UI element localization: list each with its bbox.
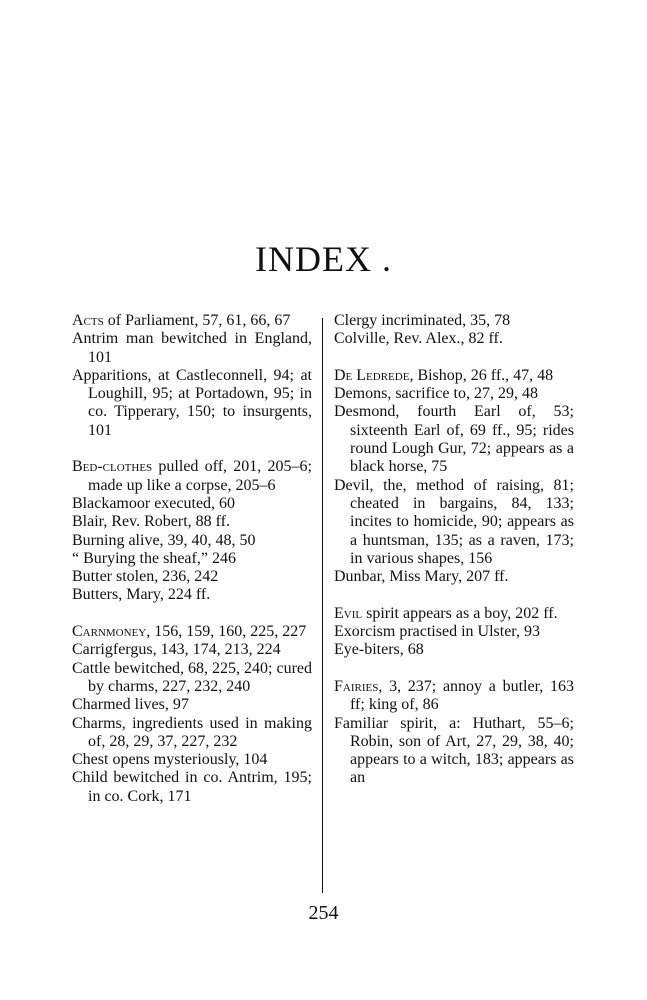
index-entry xyxy=(334,312,574,330)
index-entry-lead: Carnmoney xyxy=(72,623,147,641)
index-entry xyxy=(72,696,312,714)
index-entry-text: Eye-biters, 68 xyxy=(334,641,424,659)
index-entry xyxy=(72,513,312,531)
index-column-right xyxy=(334,312,574,788)
index-entry-text: Butters, Mary, 224 ff. xyxy=(72,586,211,604)
index-entry-text: Exorcism practised in Ulster, 93 xyxy=(334,623,540,641)
index-entry-text: Carrigfergus, 143, 174, 213, 224 xyxy=(72,641,281,659)
index-entry-text: Familiar spirit, a: Huthart, 55–6; Robin, son of Art, 27, 29, 38, 40; appears to a witch, 183; appears as an xyxy=(334,714,574,787)
index-entry xyxy=(334,678,574,715)
index-entry-text: Blackamoor executed, 60 xyxy=(72,494,236,512)
index-entry-text: spirit appears as a boy, 202 ff. xyxy=(362,604,558,622)
index-entry-text: Dunbar, Miss Mary, 207 ff. xyxy=(334,568,509,586)
index-entry-text: , 156, 159, 160, 225, 227 xyxy=(146,623,307,641)
index-entry-text: Colville, Rev. Alex., 82 ff. xyxy=(334,330,503,348)
index-entry xyxy=(72,312,312,330)
index-entry xyxy=(72,623,312,641)
index-entry-text: pulled off, 201, 205–6; made up like a corpse, 205–6 xyxy=(88,458,312,494)
index-entry xyxy=(72,751,312,769)
index-entry xyxy=(334,715,574,788)
index-entry xyxy=(334,641,574,659)
index-entry-lead: De Ledrede xyxy=(334,366,410,384)
index-entry xyxy=(72,367,312,440)
index-entry-text: of Parliament, 57, 61, 66, 67 xyxy=(103,312,291,329)
index-entry-text: Apparitions, at Castleconnell, 94; at Loughill, 95; at Portadown, 95; in co. Tipperary, 150; to insurgents, 101 xyxy=(72,366,312,439)
index-entry xyxy=(334,330,574,348)
index-entry-text: , Bishop, 26 ff., 47, 48 xyxy=(409,366,554,384)
index-entry-text: Chest opens mysteriously, 104 xyxy=(72,751,268,769)
index-entry-text: , 3, 237; annoy a butler, 163 ff; king of, 86 xyxy=(350,677,574,714)
index-entry xyxy=(72,586,312,604)
index-column-left xyxy=(72,312,312,806)
index-entry-text: Antrim man bewitched in England, 101 xyxy=(72,330,312,366)
index-entry-text: Blair, Rev. Robert, 88 ff. xyxy=(72,513,230,531)
index-entry-text: “ Burying the sheaf,” 246 xyxy=(72,549,236,567)
index-entry xyxy=(334,403,574,476)
index-entry xyxy=(334,623,574,641)
index-entry xyxy=(72,568,312,586)
page-number: 254 xyxy=(308,902,339,924)
index-entry xyxy=(72,458,312,495)
index-entry xyxy=(72,550,312,568)
index-entry-text: Charms, ingredients used in making of, 28, 29, 37, 227, 232 xyxy=(72,714,312,750)
index-entry-text: Child bewitched in co. Antrim, 195; in co. Cork, 171 xyxy=(72,769,312,805)
index-entry-text: Cattle bewitched, 68, 225, 240; cured by charms, 227, 232, 240 xyxy=(72,659,312,695)
index-entry-lead: Evil xyxy=(334,604,363,622)
index-entry-text: Desmond, fourth Earl of, 53; sixteenth Earl of, 69 ff., 95; rides round Lough Gur, 72; appears as a black horse, 75 xyxy=(334,403,574,476)
index-entry-text: Clergy incriminated, 35, 78 xyxy=(334,312,511,329)
column-divider xyxy=(322,318,323,893)
index-entry-lead: Acts xyxy=(72,312,104,329)
index-entry xyxy=(334,605,574,623)
index-entry xyxy=(334,568,574,586)
index-entry xyxy=(334,367,574,385)
index-entry xyxy=(72,495,312,513)
index-entry-text: Burning alive, 39, 40, 48, 50 xyxy=(72,531,256,549)
index-entry xyxy=(72,715,312,752)
index-entry-lead: Fairies xyxy=(334,677,379,695)
index-entry-text: Demons, sacrifice to, 27, 29, 48 xyxy=(334,385,538,403)
index-entry xyxy=(334,385,574,403)
index-entry-lead: Bed-clothes xyxy=(72,458,153,476)
index-entry xyxy=(334,477,574,568)
page-heading: INDEX . xyxy=(255,239,392,279)
index-entry-text: Charmed lives, 97 xyxy=(72,696,189,714)
index-entry xyxy=(72,660,312,697)
index-entry xyxy=(72,532,312,550)
index-entry xyxy=(72,330,312,367)
index-entry-text: Devil, the, method of raising, 81; cheated in bargains, 84, 133; incites to homicide, 90; appears as a huntsman, 135; as a raven, 173; in various shapes, 156 xyxy=(334,476,574,567)
index-entry-text: Butter stolen, 236, 242 xyxy=(72,568,219,586)
index-entry xyxy=(72,641,312,659)
index-entry xyxy=(72,769,312,806)
